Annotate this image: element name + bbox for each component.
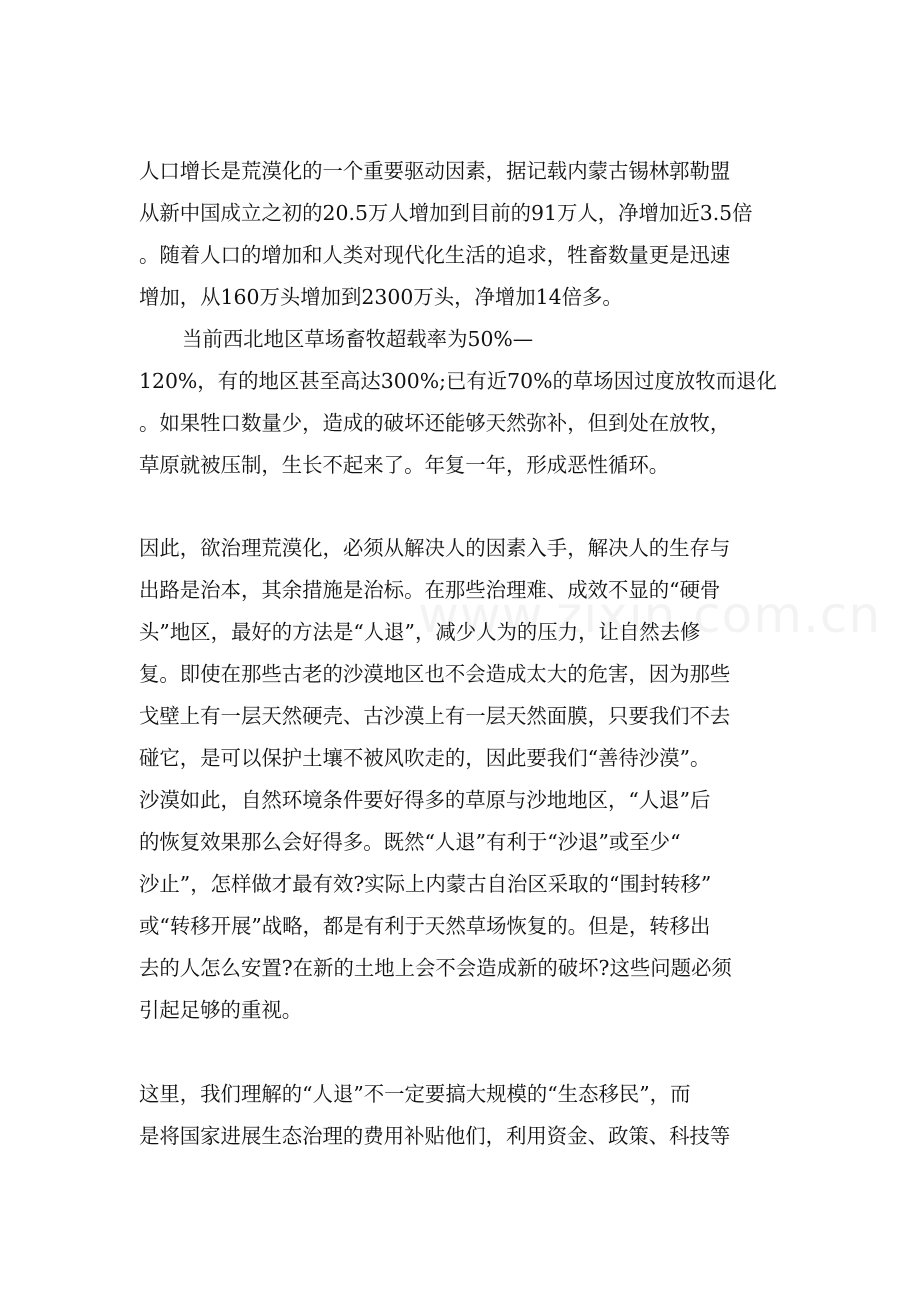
text-line: 戈壁上有一层天然硬壳、古沙漠上有一层天然面膜，只要我们不去 (139, 704, 731, 728)
text-line: 出路是治本，其余措施是治标。在那些治理难、成效不显的“硬骨 (139, 578, 721, 602)
text-line: 复。即使在那些古老的沙漠地区也不会造成太大的危害，因为那些 (139, 662, 731, 686)
text-line: 去的人怎么安置?在新的土地上会不会造成新的破坏?这些问题必须 (139, 956, 732, 980)
text-line: 。如果牲口数量少，造成的破坏还能够天然弥补，但到处在放牧， (139, 411, 731, 435)
text-line: 增加，从160万头增加到2300万头，净增加14倍多。 (139, 285, 623, 309)
text-line: 人口增长是荒漠化的一个重要驱动因素，据记载内蒙古锡林郭勒盟 (139, 159, 731, 183)
text-line: 这里，我们理解的“人退”不一定要搞大规模的“生态移民”，而 (139, 1082, 691, 1106)
text-line: 当前西北地区草场畜牧超载率为50%— (182, 327, 534, 351)
text-line: 因此，欲治理荒漠化，必须从解决人的因素入手，解决人的生存与 (139, 536, 731, 560)
text-line: 是将国家进展生态治理的费用补贴他们，利用资金、政策、科技等 (139, 1124, 731, 1148)
text-line: 引起足够的重视。 (139, 998, 303, 1022)
text-line: 的恢复效果那么会好得多。既然“人退”有利于“沙退”或至少“ (139, 830, 681, 854)
paragraph-ecological-migration (139, 1073, 799, 1157)
text-line: 120%，有的地区甚至高达300%;已有近70%的草场因过度放牧而退化 (139, 369, 777, 393)
paragraph-overgrazing (139, 318, 799, 486)
text-line: 碰它，是可以保护土壤不被风吹走的，因此要我们“善待沙漠”。 (139, 746, 711, 770)
paragraph-population-growth (139, 150, 799, 318)
text-line: 沙漠如此，自然环境条件要好得多的草原与沙地地区，“人退”后 (139, 788, 711, 812)
text-line: 或“转移开展”战略，都是有利于天然草场恢复的。但是，转移出 (139, 914, 711, 938)
text-line: 从新中国成立之初的20.5万人增加到目前的91万人，净增加近3.5倍 (139, 201, 753, 225)
text-line: 。随着人口的增加和人类对现代化生活的追求，牲畜数量更是迅速 (139, 243, 731, 267)
text-line: 草原就被压制，生长不起来了。年复一年，形成恶性循环。 (139, 453, 670, 477)
paragraph-human-retreat (139, 527, 799, 1031)
text-line: 头”地区，最好的方法是“人退”，减少人为的压力，让自然去修 (139, 620, 701, 644)
text-line: 沙止”，怎样做才最有效?实际上内蒙古自治区采取的“围封转移” (139, 872, 712, 896)
